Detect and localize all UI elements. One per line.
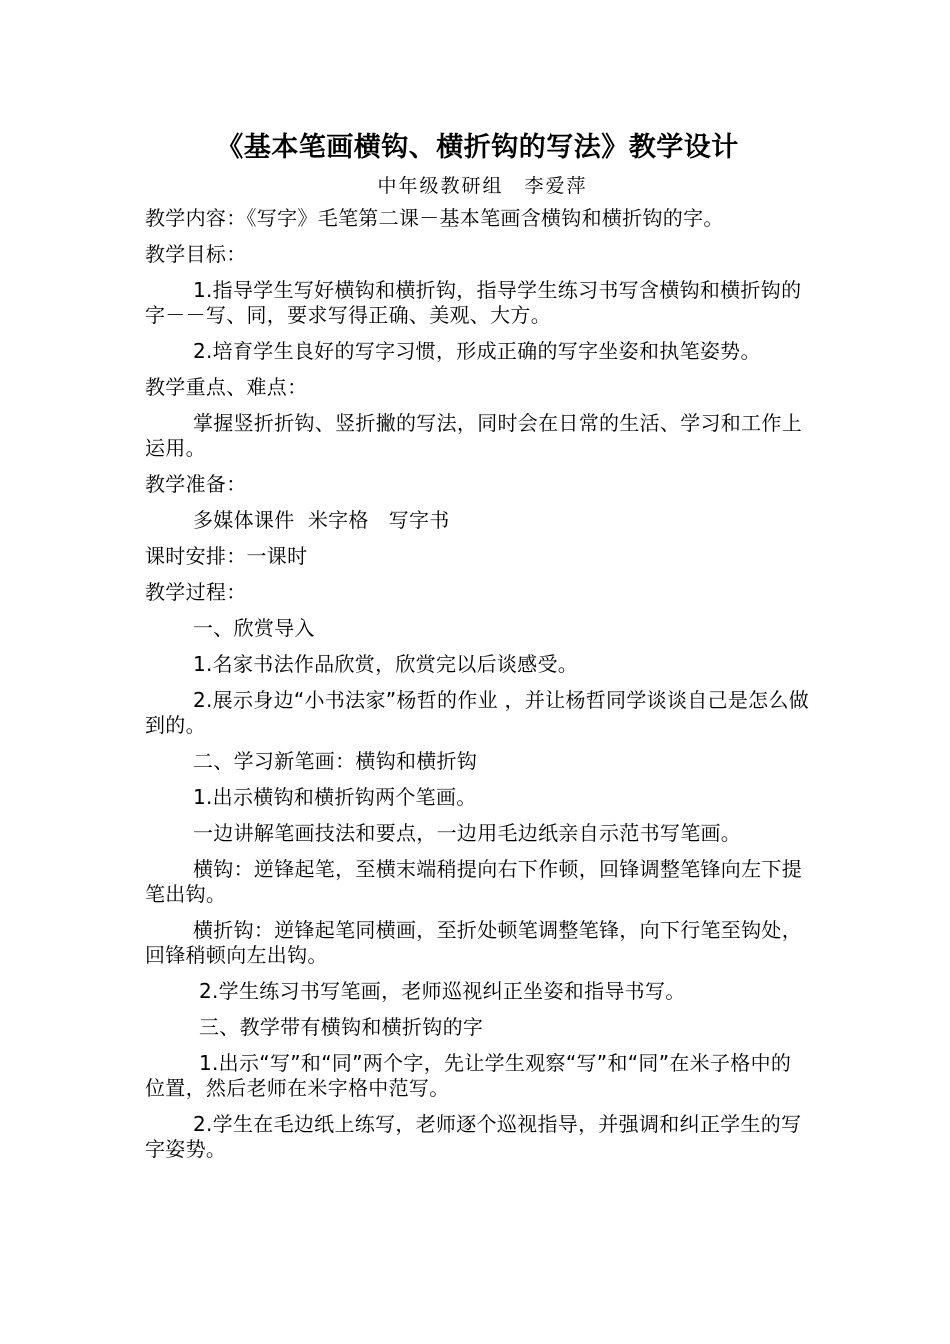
document-title: 《基本笔画横钩、横折钩的写法》教学设计: [216, 132, 739, 163]
paragraph-preparation: 多媒体课件 米字格 写字书: [193, 508, 450, 532]
paragraph-schedule: 课时安排：一课时: [145, 544, 308, 568]
paragraph-process-heading: 教学过程：: [145, 580, 247, 604]
paragraph-horizontal-hook: 横钩：逆锋起笔，至横末端稍提向右下作顿，回锋调整笔锋向左下提笔出钩。: [145, 857, 802, 906]
paragraph-section-3-item-2: 2.学生在毛边纸上练写，老师逐个巡视指导，并强调和纠正学生的写字姿势。: [145, 1112, 802, 1161]
paragraph-teaching-goals-heading: 教学目标：: [145, 242, 247, 266]
paragraph-teaching-content: 教学内容：《写字》毛笔第二课－基本笔画含横钩和横折钩的字。: [145, 206, 724, 230]
paragraph-section-3-item-1: 1.出示“写”和“同”两个字，先让学生观察“写”和“同”在米子格中的位置，然后老师在米字格中范写。: [145, 1051, 792, 1100]
paragraph-horizontal-turn-hook: 横折钩：逆锋起笔同横画，至折处顿笔调整笔锋，向下行笔至钩处，回锋稍顿向左出钩。: [145, 918, 802, 967]
paragraph-section-1-item-1: 1.名家书法作品欣赏，欣赏完以后谈感受。: [193, 652, 579, 676]
document-page: [145, 128, 810, 1173]
paragraph-key-points-heading: 教学重点、难点：: [145, 375, 308, 399]
paragraph-section-2-item-1: 1.出示横钩和横折钩两个笔画。: [193, 785, 477, 809]
paragraph-key-points: 掌握竖折折钩、竖折撇的写法，同时会在日常的生活、学习和工作上运用。: [145, 411, 802, 460]
author-line: 中年级教研组 李爱萍: [377, 175, 588, 197]
paragraph-section-1-item-2: 2.展示身边“小书法家”杨哲的作业 ，并让杨哲同学谈谈自己是怎么做到的。: [145, 688, 810, 737]
paragraph-section-2-demo: 一边讲解笔画技法和要点，一边用毛边纸亲自示范书写笔画。: [193, 821, 742, 845]
paragraph-goal-2: 2.培育学生良好的写字习惯，形成正确的写字坐姿和执笔姿势。: [193, 339, 761, 363]
paragraph-section-3-heading: 三、教学带有横钩和横折钩的字: [199, 1015, 484, 1039]
paragraph-section-2-heading: 二、学习新笔画：横钩和横折钩: [193, 749, 478, 773]
paragraph-preparation-heading: 教学准备：: [145, 472, 247, 496]
paragraph-goal-1: 1.指导学生写好横钩和横折钩，指导学生练习书写含横钩和横折钩的字－－写、同，要求写得正确、美观、大方。: [145, 278, 802, 327]
paragraph-section-2-item-2: 2.学生练习书写笔画，老师巡视纠正坐姿和指导书写。: [199, 979, 686, 1003]
paragraph-section-1-heading: 一、欣赏导入: [193, 616, 315, 640]
